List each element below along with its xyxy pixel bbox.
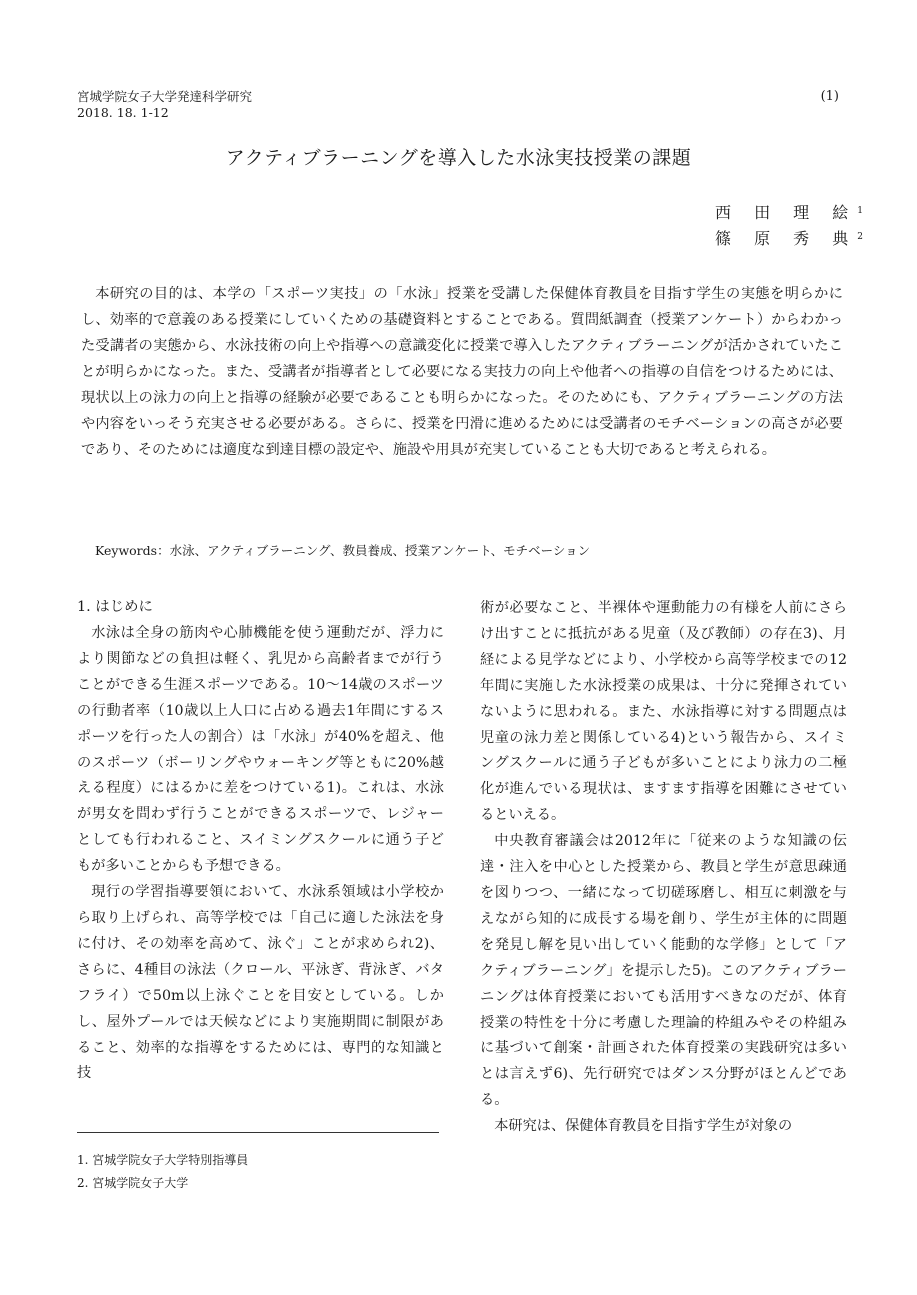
footnotes (77, 1149, 248, 1195)
author-name: 西 田 理 絵 (715, 203, 858, 222)
author-affiliation-mark: 1 (857, 206, 863, 216)
body-paragraph: 中央教育審議会は2012年に「従来のような知識の伝達・注入を中心とした授業から、教員と学生が意思疎通を図りつつ、一緒になって切磋琢磨し、相互に刺激を与えながら知的に成長する場を創り、学生が主体的に問題を発見し解を見い出していく能動的な学修」として「アクティブラーニング」を提示した5)。このアクティブラーニングは体育授業においても活用すべきなのだが、体育授業の特性を十分に考慮した理論的枠組みやその枠組みに基づいて創案・計画された体育授業の実践研究は多いとは言えず6)、先行研究ではダンス分野がほとんどである。 (480, 833, 847, 1109)
author-2 (715, 229, 863, 249)
section-heading: 1. はじめに (77, 599, 153, 615)
author-name: 篠 原 秀 典 (715, 229, 858, 248)
journal-name: 宮城学院女子大学発達科学研究 (77, 89, 253, 104)
footnote: 2. 宮城学院女子大学 (77, 1176, 189, 1190)
left-column (77, 596, 444, 1087)
author-affiliation-mark: 2 (857, 232, 863, 242)
paper-title: アクティブラーニングを導入した水泳実技授業の課題 (225, 147, 692, 169)
page-number: (1) (820, 89, 839, 104)
journal-volume: 2018. 18. 1-12 (77, 105, 169, 120)
right-column (480, 596, 847, 1140)
body-paragraph: 術が必要なこと、半裸体や運動能力の有様を人前にさらけ出すことに抵抗がある児童（及び教師）の存在3)、月経による見学などにより、小学校から高等学校までの12年間に実施した水泳授業の成果は、十分に発揮されていないように思われる。また、水泳指導に対する問題点は児童の泳力差と関係している4)という報告から、スイミングスクールに通う子どもが多いことにより泳力の二極化が進んでいる現状は、ますます指導を困難にさせているといえる。 (480, 600, 847, 824)
author-1 (715, 203, 863, 223)
abstract: 本研究の目的は、本学の「スポーツ実技」の「水泳」授業を受講した保健体育教員を目指す学生の実態を明らかにし、効率的で意義のある授業にしていくための基礎資料とすることである。質問紙調査（授業アンケート）からわかった受講者の実態から、水泳技術の向上や指導への意識変化に授業で導入したアクティブラーニングが活かされていたことが明らかになった。また、受講者が指導者として必要になる実技力の向上や他者への指導の自信をつけるためには、現状以上の泳力の向上と指導の経験が必要であることも明らかになった。そのためにも、アクティブラーニングの方法や内容をいっそう充実させる必要がある。さらに、授業を円滑に進めるためには受講者のモチベーションの高さが必要であり、そのためには適度な到達目標の設定や、施設や用具が充実していることも大切であると考えられる。 (81, 286, 843, 458)
footnote: 1. 宮城学院女子大学特別指導員 (77, 1153, 249, 1167)
keywords: Keywords：水泳、アクティブラーニング、教員養成、授業アンケート、モチベーション (95, 543, 591, 558)
body-paragraph: 水泳は全身の筋肉や心肺機能を使う運動だが、浮力により関節などの負担は軽く、乳児から高齢者までが行うことができる生涯スポーツである。10～14歳のスポーツの行動者率（10歳以上人口に占める過去1年間にするスポーツを行った人の割合）は「水泳」が40%を超え、他のスポーツ（ボーリングやウォーキング等ともに20%越える程度）にはるかに差をつけている1)。これは、水泳が男女を問わず行うことができるスポーツで、レジャーとしても行われること、スイミングスクールに通う子どもが多いことからも予想できる。 (77, 625, 444, 875)
footnote-divider (77, 1132, 439, 1133)
body-paragraph: 本研究は、保健体育教員を目指す学生が対象の (494, 1118, 793, 1135)
body-paragraph: 現行の学習指導要領において、水泳系領域は小学校から取り上げられ、高等学校では「自己に適した泳法を身に付け、その効率を高めて、泳ぐ」ことが求められ2)、さらに、4種目の泳法（クロール、平泳ぎ、背泳ぎ、バタフライ）で50m以上泳ぐことを目安としている。しかし、屋外プールでは天候などにより実施期間に制限があること、効率的な指導をするためには、専門的な知識と技 (77, 884, 444, 1082)
